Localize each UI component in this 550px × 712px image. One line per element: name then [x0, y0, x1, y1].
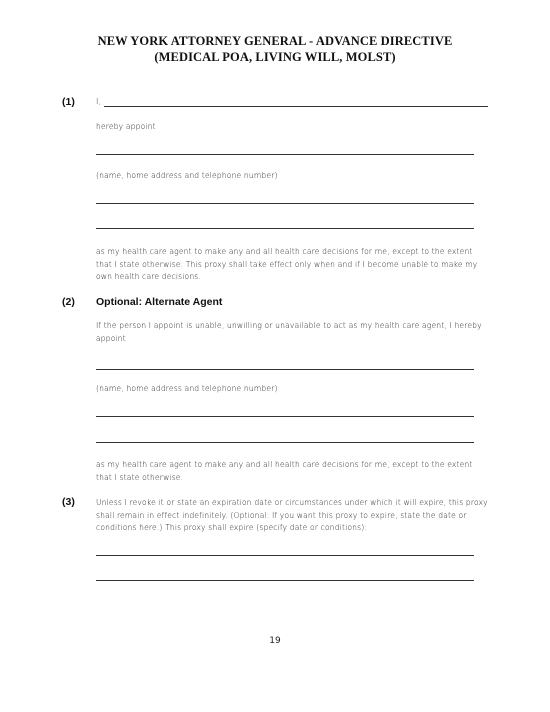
section-2-body: as my health care agent to make any and all health care decisions for me, except to the extent that I state otherwise. — [96, 460, 473, 482]
expiration-line-1[interactable] — [96, 555, 474, 556]
section-3-body: Unless I revoke it or state an expiration date or circumstances under which it will expire, this proxy shall remain in effect indefinitely. (Optional: If you want this proxy to expire, state the date or conditions here.) This proxy shall expire (specify date or conditions): — [96, 498, 488, 532]
section-2-heading: Optional: Alternate Agent — [96, 296, 223, 308]
principal-name-line[interactable] — [104, 106, 488, 107]
agent-line-3[interactable] — [96, 228, 474, 229]
section-1-body: as my health care agent to make any and all health care decisions for me, except to the extent that I state otherwise. This proxy shall take effect only when and if I become unable to make my own health care decisions. — [96, 247, 478, 281]
section-1-appoint-text: hereby appoint — [96, 122, 156, 131]
agent-line-1[interactable] — [96, 154, 474, 155]
document-title-line-1: NEW YORK ATTORNEY GENERAL - ADVANCE DIRECTIVE — [97, 34, 453, 48]
section-2-intro: If the person I appoint is unable, unwilling or unavailable to act as my health care agent, I hereby appoint — [96, 321, 482, 343]
section-2-number: (2) — [62, 296, 75, 308]
agent-line-2[interactable] — [96, 203, 474, 204]
section-2-name-hint: (name, home address and telephone number) — [96, 384, 278, 393]
section-1-number: (1) — [62, 96, 75, 108]
alternate-agent-line-2[interactable] — [96, 416, 474, 417]
section-1-lead: I, — [96, 97, 101, 106]
document-title-line-2: (MEDICAL POA, LIVING WILL, MOLST) — [154, 50, 396, 64]
page-number: 19 — [269, 636, 281, 646]
section-1-name-hint: (name, home address and telephone number) — [96, 171, 278, 180]
section-3-number: (3) — [62, 496, 75, 508]
alternate-agent-line-3[interactable] — [96, 442, 474, 443]
expiration-line-2[interactable] — [96, 580, 474, 581]
alternate-agent-line-1[interactable] — [96, 369, 474, 370]
